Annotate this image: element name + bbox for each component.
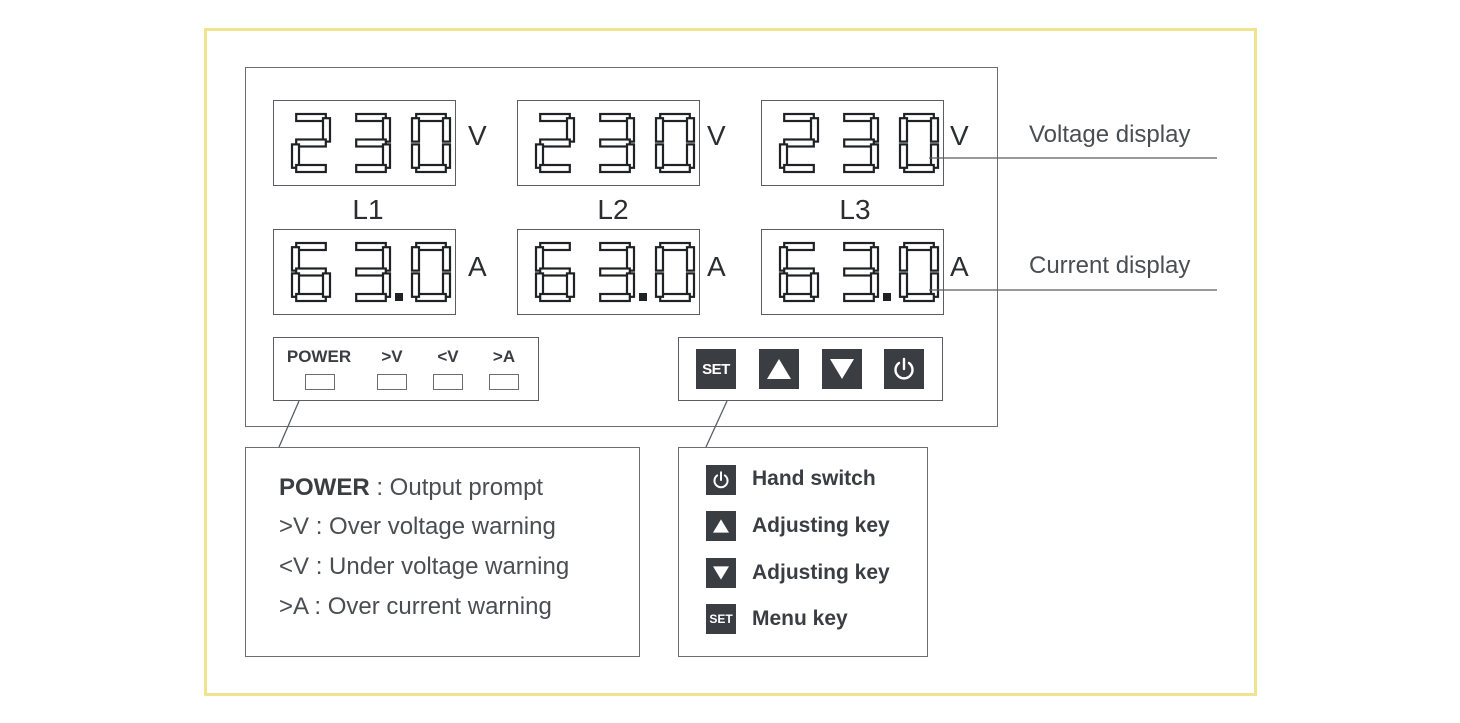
voltage-unit-l2: V bbox=[707, 120, 726, 151]
legend-term: <V bbox=[279, 553, 310, 580]
current-unit-l3: A bbox=[950, 251, 969, 282]
legend-term: >A bbox=[279, 593, 308, 620]
phase-label-l3: L3 bbox=[839, 194, 871, 225]
legend-term: POWER bbox=[279, 474, 370, 501]
legend-desc: : Over voltage warning bbox=[309, 513, 556, 540]
legend-desc: : Over current warning bbox=[307, 593, 552, 620]
current-display-callout: Current display bbox=[1029, 252, 1191, 279]
legend-term: >V bbox=[279, 513, 310, 540]
legend-desc: : Under voltage warning bbox=[309, 553, 570, 580]
phase-label-l1: L1 bbox=[352, 194, 384, 225]
key-leader-line bbox=[706, 401, 727, 447]
legend-label-adjust-up: Adjusting key bbox=[752, 514, 890, 537]
voltage-display-callout: Voltage display bbox=[1029, 121, 1191, 148]
voltage-unit-l3: V bbox=[950, 120, 969, 151]
indicator-label-over-v: >V bbox=[381, 347, 403, 366]
legend-label-menu-key: Menu key bbox=[752, 607, 848, 630]
indicator-label-over-a: >A bbox=[492, 347, 516, 366]
set-button[interactable]: SET bbox=[696, 349, 736, 389]
legend-desc: : Output prompt bbox=[369, 474, 544, 501]
indicator-label-under-v: <V bbox=[437, 347, 459, 366]
phase-label-l2: L2 bbox=[597, 194, 629, 225]
legend-set-key: SET bbox=[706, 604, 736, 634]
current-unit-l2: A bbox=[707, 251, 726, 282]
current-unit-l1: A bbox=[468, 251, 487, 282]
indicator-label-power: POWER bbox=[286, 347, 352, 366]
indicator-leader-line bbox=[279, 401, 299, 447]
voltage-unit-l1: V bbox=[468, 120, 487, 151]
legend-label-adjust-down: Adjusting key bbox=[752, 561, 890, 584]
legend-label-hand-switch: Hand switch bbox=[752, 467, 876, 490]
